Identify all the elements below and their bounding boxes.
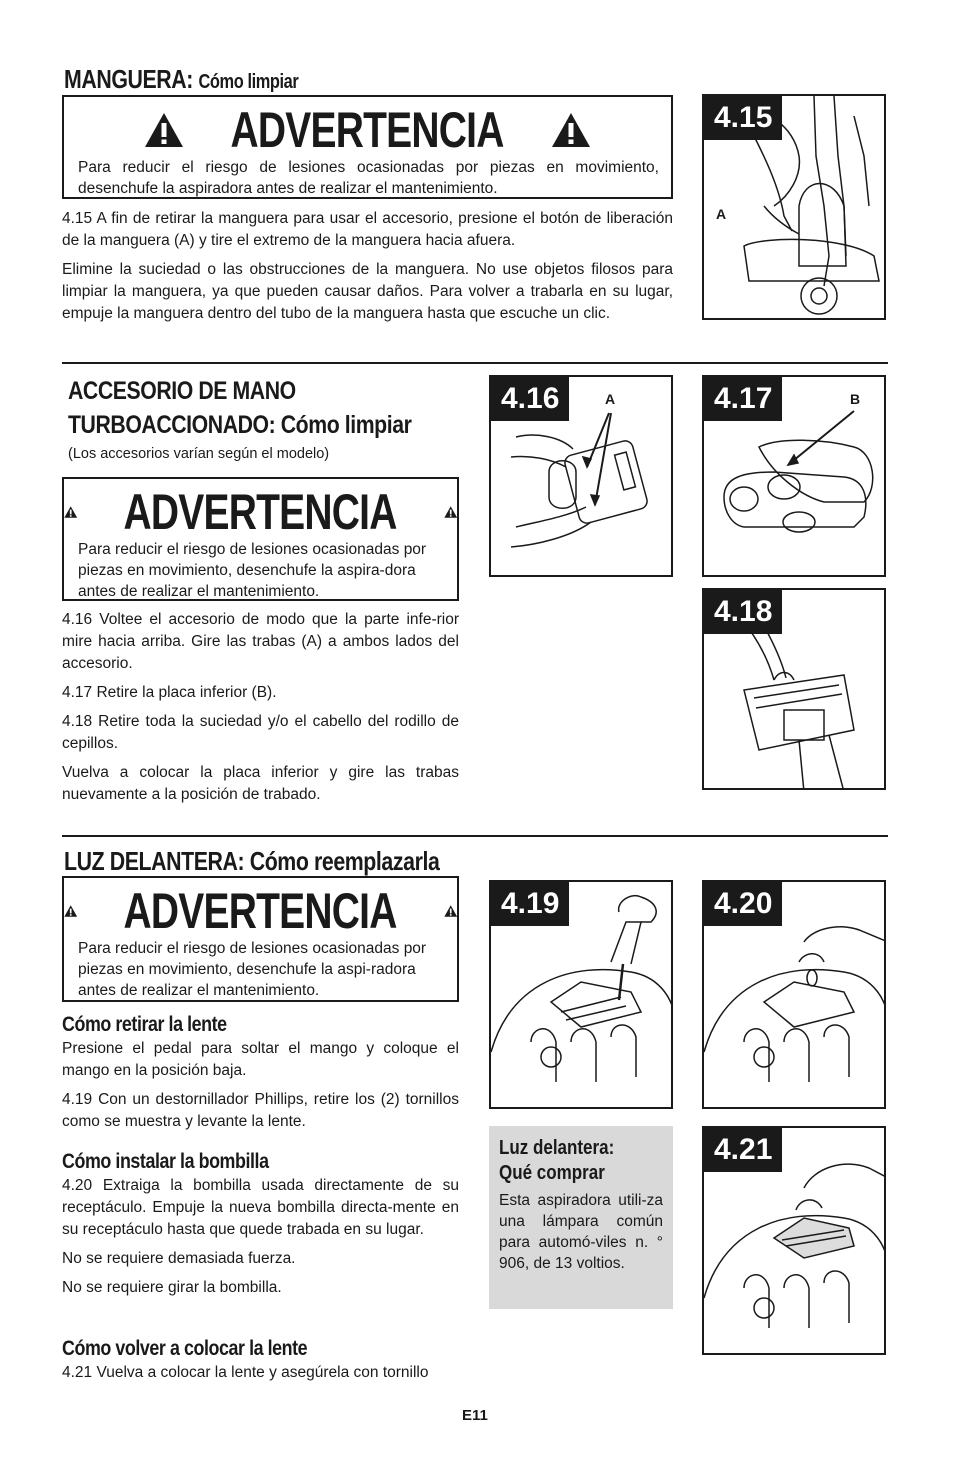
paragraph: No se requiere demasiada fuerza. [62,1250,296,1267]
warning-text: Para reducir el riesgo de lesiones ocasionadas por piezas en movimiento, desenchufe la aspi-radora antes de realizar el mantenimiento. [78,940,427,999]
subsection-title: Cómo retirar la lente [62,1013,227,1036]
accesorio-title-line2: TURBOACCIONADO: Cómo limpiar [68,411,412,439]
figure-number: 4.16 [491,377,569,421]
luz-section-title: LUZ DELANTERA: Cómo reemplazarla [64,846,440,876]
section-divider [62,835,888,837]
warning-icon [444,893,457,929]
figure-number: 4.21 [704,1128,782,1172]
figure-4-21 [702,1126,886,1355]
accesorio-title-line1: ACCESORIO DE MANO [68,377,296,405]
figure-4-19 [489,880,673,1109]
paragraph: 4.21 Vuelva a colocar la lente y asegúrela con tornillo [62,1364,429,1381]
figure-callout-label: A [716,206,727,222]
warning-icon [144,112,184,148]
warning-icon [64,494,77,530]
figure-callout-label: B [850,391,861,407]
paragraph: Elimine la suciedad o las obstrucciones de la manguera. No use objetos filosos para limpiar la manguera, ya que pueden causar daños. Para volver a trabarla en su lugar, empuje la manguera dentro del tubo de la manguera hasta que escuche un clic. [62,261,673,322]
figure-number: 4.18 [704,590,782,634]
paragraph: 4.15 A fin de retirar la manguera para usar el accesorio, presione el botón de liberación de la manguera (A) y tire el extremo de la manguera hacia afuera. [62,210,673,249]
info-title-line1: Luz delantera: [499,1137,615,1159]
warning-icon [444,494,457,530]
paragraph: Vuelva a colocar la placa inferior y gire las trabas nuevamente a la posición de trabado. [62,764,459,803]
info-text: Esta aspiradora utili-za una lámpara común para automó-viles n. ° 906, de 13 voltios. [499,1192,663,1272]
info-title-line2: Qué comprar [499,1162,605,1184]
accesorio-warning-box [62,477,459,601]
warning-icon [64,893,77,929]
figure-number: 4.15 [704,96,782,140]
warning-title: ADVERTENCIA [123,484,398,540]
accesorio-note: (Los accesorios varían según el modelo) [68,446,330,462]
figure-4-16 [489,375,673,577]
figure-4-17 [702,375,886,577]
figure-callout-label: A [605,391,616,407]
manguera-subtitle: Cómo limpiar [198,71,299,93]
warning-title: ADVERTENCIA [123,883,398,939]
warning-heading [64,484,457,540]
figure-4-15 [702,94,886,320]
luz-volver [62,1336,459,1391]
paragraph: 4.20 Extraiga la bombilla usada directamente de su receptáculo. Empuje la nueva bombilla directa-mente en su receptáculo hasta que quede trabada en su lugar. [62,1177,459,1238]
accesorio-section-title [68,374,411,442]
manguera-warning-box [62,95,673,199]
luz-instalar [62,1149,459,1306]
warning-text: Para reducir el riesgo de lesiones ocasionadas por piezas en movimiento, desenchufe la aspira-dora antes de realizar el mantenimiento. [78,541,427,600]
figure-4-18 [702,588,886,790]
paragraph: 4.19 Con un destornillador Phillips, retire los (2) tornillos como se muestra y levante la lente. [62,1091,459,1130]
warning-title: ADVERTENCIA [230,102,505,158]
accesorio-body [62,609,459,813]
figure-number: 4.19 [491,882,569,926]
manguera-section-title [64,64,298,97]
subsection-title: Cómo volver a colocar la lente [62,1337,308,1360]
figure-number: 4.20 [704,882,782,926]
warning-text: Para reducir el riesgo de lesiones ocasionadas por piezas en movimiento, desenchufe la aspiradora antes de realizar el mantenimiento. [78,159,659,197]
paragraph: 4.17 Retire la placa inferior (B). [62,684,277,701]
warning-heading [64,102,671,158]
paragraph: Presione el pedal para soltar el mango y coloque el mango en la posición baja. [62,1040,459,1079]
figure-4-20 [702,880,886,1109]
page-number: E11 [462,1407,488,1424]
paragraph: No se requiere girar la bombilla. [62,1279,282,1296]
subsection-title: Cómo instalar la bombilla [62,1150,269,1173]
manguera-title: MANGUERA: [64,64,193,94]
paragraph: 4.18 Retire toda la suciedad y/o el cabello del rodillo de cepillos. [62,713,459,752]
luz-retirar [62,1012,459,1140]
figure-number: 4.17 [704,377,782,421]
section-divider [62,362,888,364]
warning-icon [551,112,591,148]
manguera-body [62,208,673,332]
warning-heading [64,883,457,939]
bulb-purchase-info-box [489,1126,673,1309]
paragraph: 4.16 Voltee el accesorio de modo que la parte infe-rior mire hacia arriba. Gire las trabas (A) a ambos lados del accesorio. [62,611,459,672]
luz-warning-box [62,876,459,1002]
